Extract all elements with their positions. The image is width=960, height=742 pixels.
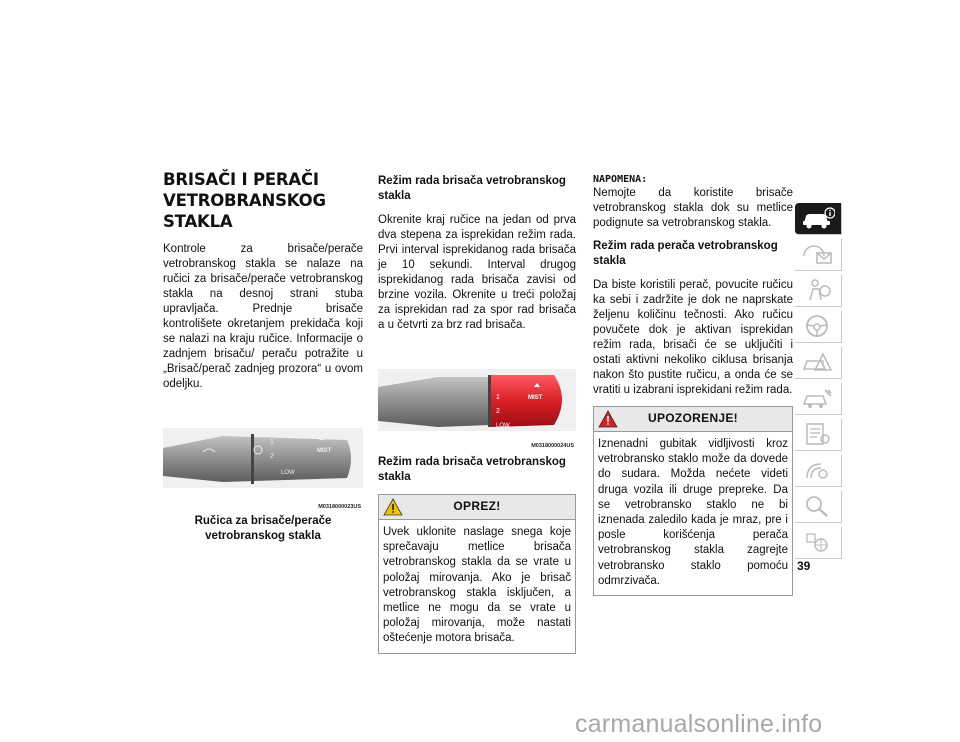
search-index-icon xyxy=(801,494,835,518)
stalk-low-label-2: LOW xyxy=(496,423,510,429)
stalk-low-label: LOW xyxy=(281,470,295,476)
section-title-line-2: VETROBRANSKOG STAKLA xyxy=(163,191,326,231)
warning-body: Iznenadni gubitak vidljivosti kroz vetrobransko staklo može da dovede do sudara. Možda nećete videti druga vozila ili druge prepreke. Da se vetrobransko staklo ne bi iznenada zaledilo kada je mraz, pre i posle korišćenja perača vetrobranskog stakla zagrejte vetrobransko staklo pomoću odmrzivača. xyxy=(598,438,788,587)
svg-text:1: 1 xyxy=(270,439,274,446)
tab-airbag-safety[interactable] xyxy=(795,275,842,307)
warning-box xyxy=(593,406,793,596)
figure-code: M0318000023US xyxy=(318,504,361,510)
service-car-icon xyxy=(801,386,835,410)
column-2 xyxy=(378,164,576,654)
wiper-stalk-illustration xyxy=(163,418,363,510)
dashboard-lights-icon xyxy=(801,242,835,266)
tab-search-index[interactable] xyxy=(795,491,842,523)
steering-wheel-icon xyxy=(801,314,835,338)
intro-paragraph: Kontrole za brisače/perače vetrobranskog stakla se nalaze na ručici za brisače/perače vetrobranskog stakla na desnoj strani stuba upravljača. Prednje brisače kontrolišete okretanjem prekidača koji se nalazi na kraju ručice. Informacije o zadnjem brisaču/ peraču potražite u „Brisač/perač zadnjeg prozora“ u ovom odeljku. xyxy=(163,243,363,390)
wiper-mode-heading: Režim rada brisača vetrobranskog stakla xyxy=(378,175,566,202)
airbag-safety-icon xyxy=(801,278,835,302)
figure-code-2: M0318000024US xyxy=(531,443,574,449)
note-paragraph: Nemojte da koristite brisače vetrobranskog stakla dok su metlice podignute sa vetrobranskog stakla. xyxy=(593,187,793,229)
tab-dashboard-lights[interactable] xyxy=(795,239,842,271)
wiper-mode-figure xyxy=(378,369,576,449)
car-info-icon xyxy=(801,206,835,230)
note-label: NAPOMENA: xyxy=(593,174,648,185)
multimedia-icon xyxy=(801,458,835,482)
watermark-text: carmanualsonline.info xyxy=(575,710,823,738)
wiper-mode-illustration xyxy=(378,369,576,449)
svg-text:2: 2 xyxy=(270,453,274,460)
figure-caption xyxy=(163,514,363,544)
tab-multimedia[interactable] xyxy=(795,455,842,487)
page-number: 39 xyxy=(797,559,811,573)
stalk-mist-label-2: MIST xyxy=(528,395,543,401)
stalk-position-2: 2 xyxy=(496,408,500,415)
tab-steering-wheel[interactable] xyxy=(795,311,842,343)
stalk-position-1: 1 xyxy=(496,394,500,401)
languages-icon xyxy=(801,530,835,554)
caution-box xyxy=(378,494,576,654)
wiper-stalk-figure xyxy=(163,418,363,510)
caution-body: Uvek uklonite naslage snega koje sprečavaju metlice brisača vetrobranskog stakla da se vrate u položaj mirovanja. Ako je brisač vetrobranskog stakla isključen, a metlice ne mogu da se vrate u položaj mirovanja, može nastati oštećenje motora brisača. xyxy=(383,526,571,645)
warning-title: UPOZORENJE! xyxy=(648,411,738,425)
stalk-mist-label: MIST xyxy=(317,448,332,454)
wiper-mode-paragraph: Okrenite kraj ručice na jedan od prva dva stepena za isprekidan režim rada. Prvi interval isprekidanog rada brisača je 10 sekundi. Interval drugog isprekidanog rada brisača zavisi od brzine vozila. Okrenite u treći položaj za isprekidan rad za spor rad brisača a u četvrti za brz rad brisača. xyxy=(378,214,576,331)
figure-caption-line-1: Ručica za brisače/perače xyxy=(194,515,332,527)
specifications-icon xyxy=(801,422,835,446)
column-1 xyxy=(163,164,363,544)
washer-mode-heading: Režim rada perača vetrobranskog stakla xyxy=(593,240,778,267)
section-title-line-1: BRISAČI I PERAČI xyxy=(163,170,319,189)
tab-roadside-emergency[interactable] xyxy=(795,347,842,379)
warning-header xyxy=(594,407,792,432)
tab-languages[interactable] xyxy=(795,527,842,559)
washer-mode-paragraph: Da biste koristili perač, povucite ručicu ka sebi i zadržite je dok ne naprskate željenu količinu tečnosti. Ako ručicu povučete dok je aktivan isprekidan režim rada, brisači će se uključiti i ostati aktivni nekoliko ciklusa brisanja nakon što pustite ručicu, a onda će se vratiti u izabrani isprekidani režim rada. xyxy=(593,279,793,396)
figure-caption-2: Režim rada brisača vetrobranskog stakla xyxy=(378,456,566,483)
caution-title: OPREZ! xyxy=(453,499,501,513)
section-title xyxy=(163,169,363,232)
chapter-tabs xyxy=(795,203,843,563)
tab-car-info[interactable] xyxy=(795,203,842,235)
caution-header xyxy=(379,495,575,520)
column-3 xyxy=(593,164,793,596)
figure-caption-line-2: vetrobranskog stakla xyxy=(205,530,321,542)
tab-specifications[interactable] xyxy=(795,419,842,451)
tab-service-car[interactable] xyxy=(795,383,842,415)
roadside-emergency-icon xyxy=(801,350,835,374)
